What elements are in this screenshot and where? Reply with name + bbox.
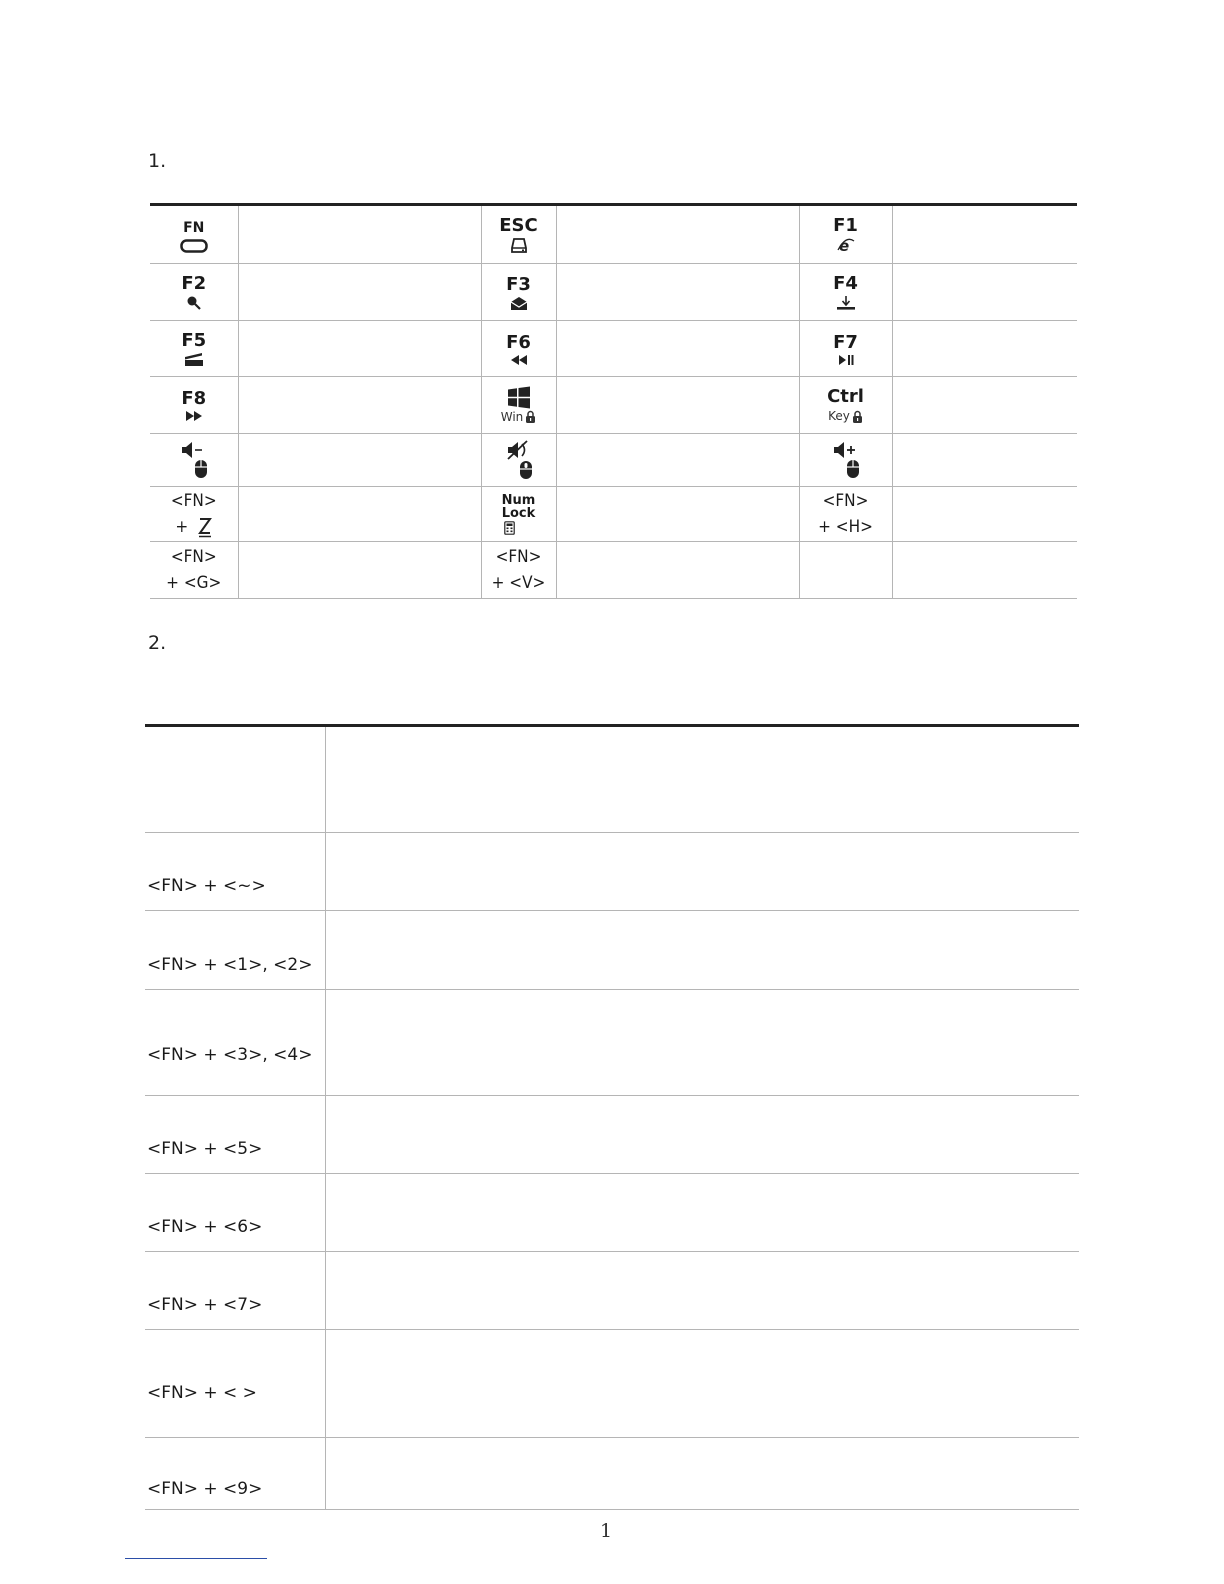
key-f3 [481, 264, 556, 321]
key-f8 [150, 377, 238, 434]
drive-icon [510, 237, 528, 254]
key-label: F5 [181, 330, 207, 351]
combo-top: <FN> [495, 547, 542, 567]
description-cell [892, 487, 1077, 542]
description-cell [238, 434, 481, 487]
sublabel-text: Key [828, 409, 850, 423]
key-f5 [150, 321, 238, 377]
table-row [145, 1174, 1079, 1252]
key-f4 [799, 264, 892, 321]
shortcut-cell: <FN> + <~> [145, 833, 325, 911]
key-fn [150, 205, 238, 264]
footer-divider [125, 1558, 267, 1559]
description-cell [325, 1096, 1079, 1174]
key-num-lock [481, 487, 556, 542]
shortcut-cell: <FN> + <3>, <4> [145, 990, 325, 1096]
volume-up-icon [833, 441, 859, 459]
combo-bottom [175, 514, 212, 540]
key-empty [799, 542, 892, 599]
key-fn-v [481, 542, 556, 599]
table-row [145, 990, 1079, 1096]
key-label: FN [183, 219, 205, 236]
ctrl-lock-sublabel [828, 408, 863, 424]
table-row [145, 833, 1079, 911]
play-pause-icon [838, 354, 854, 366]
description-cell [325, 833, 1079, 911]
shortcut-cell: <FN> + <1>, <2> [145, 911, 325, 990]
key-volume-down [150, 434, 238, 487]
calculator-icon [504, 521, 515, 535]
shortcut-cell [145, 726, 325, 833]
media-icon [184, 352, 204, 367]
table-row [145, 726, 1079, 833]
volume-down-icon [181, 441, 207, 459]
mail-icon [510, 296, 528, 311]
key-label: Ctrl [827, 386, 864, 407]
description-cell [556, 321, 799, 377]
description-cell [238, 377, 481, 434]
plus-sign: + [175, 517, 189, 537]
description-cell [556, 264, 799, 321]
combo-top: <FN> [170, 491, 217, 511]
rounded-rect-icon [180, 239, 208, 253]
lock-icon [525, 410, 536, 423]
mute-icon [506, 440, 532, 460]
key-fn-g [150, 542, 238, 599]
sublabel-text: Win [500, 409, 524, 424]
browser-icon [837, 237, 855, 254]
description-cell [325, 726, 1079, 833]
shortcut-cell: <FN> + < > [145, 1330, 325, 1438]
key-f6 [481, 321, 556, 377]
key-label-line2: Lock [501, 505, 536, 521]
table-row [145, 1438, 1079, 1510]
mouse-icon [194, 459, 208, 479]
table-row [150, 264, 1077, 321]
description-cell [892, 377, 1077, 434]
description-cell [238, 205, 481, 264]
key-label: F6 [506, 331, 531, 353]
table-row [145, 1252, 1079, 1330]
key-label: F1 [833, 215, 858, 236]
table-row [150, 434, 1077, 487]
key-volume-up [799, 434, 892, 487]
description-cell [892, 264, 1077, 321]
win-lock-sublabel [501, 409, 537, 425]
windows-logo-icon [507, 386, 531, 409]
description-cell [238, 487, 481, 542]
key-label: ESC [499, 215, 538, 236]
description-cell [556, 377, 799, 434]
key-label: F4 [833, 273, 858, 294]
description-cell [556, 542, 799, 599]
description-cell [556, 434, 799, 487]
key-mute [481, 434, 556, 487]
mouse-icon [519, 460, 533, 480]
combo-top: <FN> [170, 547, 217, 567]
description-cell [892, 434, 1077, 487]
combo-top: <FN> [822, 491, 869, 511]
fast-forward-icon [185, 410, 203, 422]
key-f1 [799, 205, 892, 264]
key-f7 [799, 321, 892, 377]
key-fn-z [150, 487, 238, 542]
key-label: F3 [506, 273, 531, 295]
description-cell [325, 1174, 1079, 1252]
key-fn-h [799, 487, 892, 542]
table-row [150, 487, 1077, 542]
description-cell [325, 1252, 1079, 1330]
description-cell [892, 205, 1077, 264]
table-row [150, 205, 1077, 264]
table-row [145, 1096, 1079, 1174]
table-row [150, 377, 1077, 434]
description-cell [238, 542, 481, 599]
fn-key-table [150, 203, 1077, 599]
key-esc [481, 205, 556, 264]
key-label: F8 [181, 388, 207, 409]
rewind-icon [510, 354, 528, 366]
shortcut-cell: <FN> + <9> [145, 1438, 325, 1510]
shortcut-cell: <FN> + <7> [145, 1252, 325, 1330]
combo-bottom: + <V> [491, 573, 546, 593]
description-cell [238, 264, 481, 321]
key-win-lock [481, 377, 556, 434]
description-cell [325, 990, 1079, 1096]
key-label: F2 [181, 273, 207, 294]
z-key-icon [198, 516, 212, 538]
key-label: F7 [833, 331, 858, 353]
description-cell [556, 205, 799, 264]
section-number-1: 1. [148, 150, 167, 172]
description-cell [892, 321, 1077, 377]
description-cell [556, 487, 799, 542]
shortcut-cell: <FN> + <5> [145, 1096, 325, 1174]
section-number-2: 2. [148, 632, 167, 654]
page-number: 1 [599, 1520, 613, 1542]
description-cell [892, 542, 1077, 599]
shortcut-cell: <FN> + <6> [145, 1174, 325, 1252]
combo-bottom: + <H> [818, 517, 873, 537]
description-cell [325, 911, 1079, 990]
search-icon [186, 295, 202, 311]
shortcut-table [145, 724, 1079, 1510]
description-cell [238, 321, 481, 377]
combo-bottom: + <G> [166, 573, 222, 593]
mouse-icon [846, 459, 860, 479]
description-cell [325, 1438, 1079, 1510]
download-icon [836, 295, 856, 311]
table-row [145, 1330, 1079, 1438]
key-label-line1: Num [501, 492, 536, 508]
description-cell [325, 1330, 1079, 1438]
key-f2 [150, 264, 238, 321]
key-ctrl-lock [799, 377, 892, 434]
table-row [150, 321, 1077, 377]
table-row [145, 911, 1079, 990]
svg-text:e: e [838, 237, 849, 254]
lock-icon [852, 410, 863, 423]
table-row [150, 542, 1077, 599]
